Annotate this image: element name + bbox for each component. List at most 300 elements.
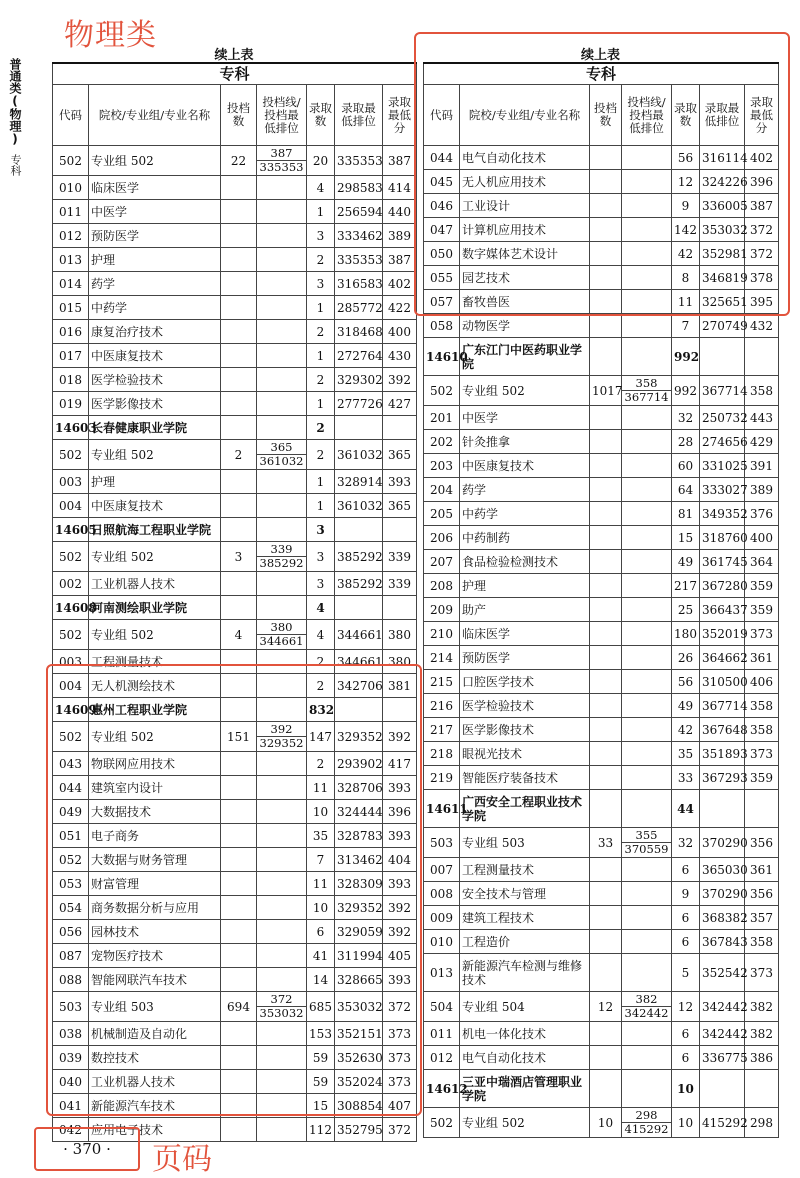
- major-row: [53, 824, 417, 848]
- cell-code: 012: [53, 224, 89, 248]
- cell-rank: 329352: [335, 722, 383, 752]
- cell-plan: [221, 944, 257, 968]
- cell-admit: 832: [307, 698, 335, 722]
- major-row: [53, 1022, 417, 1046]
- major-row: [53, 572, 417, 596]
- cell-code: 047: [424, 218, 460, 242]
- cell-code: 007: [424, 858, 460, 882]
- cell-rank: 285772: [335, 296, 383, 320]
- cell-admit: 5: [672, 954, 700, 992]
- major-row: [53, 872, 417, 896]
- cell-score: 382: [745, 992, 779, 1022]
- cell-plan: [221, 596, 257, 620]
- cell-admit: 15: [672, 526, 700, 550]
- cell-plan: [221, 518, 257, 542]
- cell-name: 康复治疗技术: [89, 320, 221, 344]
- cell-code: 203: [424, 454, 460, 478]
- cell-line-rank: 329352: [257, 736, 306, 750]
- cell-plan: [590, 1046, 622, 1070]
- cell-plan: [221, 200, 257, 224]
- cell-line: [622, 338, 672, 376]
- cell-admit: 56: [672, 670, 700, 694]
- cell-code: 040: [53, 1070, 89, 1094]
- major-row: [424, 930, 779, 954]
- cell-admit: 35: [307, 824, 335, 848]
- cell-code: 038: [53, 1022, 89, 1046]
- cell-plan: [221, 872, 257, 896]
- cell-name: 畜牧兽医: [460, 290, 590, 314]
- cell-rank: 352024: [335, 1070, 383, 1094]
- cell-line: [257, 800, 307, 824]
- cell-line-score: 392: [270, 722, 293, 736]
- cell-name: 大数据与财务管理: [89, 848, 221, 872]
- major-row: [53, 344, 417, 368]
- cell-rank: 329059: [335, 920, 383, 944]
- cell-name: 财富管理: [89, 872, 221, 896]
- cell-plan: [221, 776, 257, 800]
- cell-line: [622, 694, 672, 718]
- cell-plan: [221, 176, 257, 200]
- cell-name: 药学: [460, 478, 590, 502]
- cell-rank: 349352: [700, 502, 745, 526]
- cell-name: 机械制造及自动化: [89, 1022, 221, 1046]
- cell-admit: 1: [307, 200, 335, 224]
- major-row: [424, 266, 779, 290]
- cell-code: 011: [53, 200, 89, 224]
- cell-code: 057: [424, 290, 460, 314]
- cell-name: 物联网应用技术: [89, 752, 221, 776]
- cell-line: [257, 368, 307, 392]
- right-header-name: 院校/专业组/专业名称: [460, 85, 590, 146]
- cell-code: 042: [53, 1118, 89, 1142]
- cell-code: 218: [424, 742, 460, 766]
- cell-rank: 361745: [700, 550, 745, 574]
- cell-admit: 3: [307, 542, 335, 572]
- cell-rank: 328783: [335, 824, 383, 848]
- cell-name: 药学: [89, 272, 221, 296]
- cell-rank: 274656: [700, 430, 745, 454]
- cell-name: 电气自动化技术: [460, 1046, 590, 1070]
- cell-name: 医学检验技术: [89, 368, 221, 392]
- cell-plan: 10: [590, 1108, 622, 1138]
- cell-rank: 329352: [335, 896, 383, 920]
- cell-line: [257, 176, 307, 200]
- cell-code: 215: [424, 670, 460, 694]
- sidebar-category-text: 普通类(物理): [8, 58, 22, 146]
- cell-plan: [590, 170, 622, 194]
- cell-score: 391: [745, 454, 779, 478]
- cell-code: 14603: [53, 416, 89, 440]
- cell-score: 402: [383, 272, 417, 296]
- cell-line: [257, 776, 307, 800]
- cell-line: [257, 1118, 307, 1142]
- cell-name: 广东江门中医药职业学院: [460, 338, 590, 376]
- cell-code: 087: [53, 944, 89, 968]
- cell-name: 中医康复技术: [89, 494, 221, 518]
- school-row: [424, 1070, 779, 1108]
- cell-plan: [590, 218, 622, 242]
- cell-line: [257, 518, 307, 542]
- major-row: [53, 494, 417, 518]
- cell-code: 058: [424, 314, 460, 338]
- cell-score: 405: [383, 944, 417, 968]
- cell-plan: [590, 406, 622, 430]
- cell-name: 助产: [460, 598, 590, 622]
- major-row: [424, 1022, 779, 1046]
- cell-line: [622, 646, 672, 670]
- cell-plan: [590, 790, 622, 828]
- sidebar-level-text: 专科: [9, 154, 22, 176]
- cell-score: 361: [745, 646, 779, 670]
- cell-name: 工业机器人技术: [89, 1070, 221, 1094]
- cell-score: 372: [383, 1118, 417, 1142]
- cell-score: [383, 416, 417, 440]
- cell-code: 003: [53, 650, 89, 674]
- school-row: [424, 790, 779, 828]
- cell-admit: 6: [672, 858, 700, 882]
- cell-line: [622, 526, 672, 550]
- cell-plan: [221, 272, 257, 296]
- cell-plan: [590, 954, 622, 992]
- cell-score: 389: [745, 478, 779, 502]
- right-header-line: 投档线/投档最低排位: [622, 85, 672, 146]
- cell-rank: 333027: [700, 478, 745, 502]
- right-header-admit: 录取数: [672, 85, 700, 146]
- cell-name: 建筑室内设计: [89, 776, 221, 800]
- cell-plan: 4: [221, 620, 257, 650]
- cell-code: 044: [424, 146, 460, 170]
- major-row: [53, 650, 417, 674]
- left-continued-caption: 续上表: [214, 48, 254, 63]
- cell-line: [622, 954, 672, 992]
- cell-name: 计算机应用技术: [460, 218, 590, 242]
- cell-rank: 353032: [700, 218, 745, 242]
- cell-admit: 49: [672, 550, 700, 574]
- cell-score: 396: [383, 800, 417, 824]
- major-row: [53, 800, 417, 824]
- cell-admit: 10: [307, 896, 335, 920]
- cell-name: 商务数据分析与应用: [89, 896, 221, 920]
- cell-code: 009: [424, 906, 460, 930]
- cell-admit: 153: [307, 1022, 335, 1046]
- cell-score: 359: [745, 766, 779, 790]
- cell-code: 217: [424, 718, 460, 742]
- cell-name: 大数据技术: [89, 800, 221, 824]
- cell-admit: 1: [307, 344, 335, 368]
- cell-rank: 342706: [335, 674, 383, 698]
- cell-admit: 41: [307, 944, 335, 968]
- cell-line: [622, 194, 672, 218]
- cell-rank: 344661: [335, 650, 383, 674]
- cell-line: [257, 944, 307, 968]
- cell-rank: [700, 1070, 745, 1108]
- cell-rank: 308854: [335, 1094, 383, 1118]
- major-row: [53, 296, 417, 320]
- cell-score: 392: [383, 920, 417, 944]
- cell-name: 中医康复技术: [460, 454, 590, 478]
- cell-plan: [221, 650, 257, 674]
- cell-score: 373: [383, 1070, 417, 1094]
- cell-rank: 318468: [335, 320, 383, 344]
- cell-line: [257, 872, 307, 896]
- cell-score: 429: [745, 430, 779, 454]
- cell-admit: 10: [672, 1070, 700, 1108]
- cell-admit: 64: [672, 478, 700, 502]
- group-row: [53, 620, 417, 650]
- cell-rank: 310500: [700, 670, 745, 694]
- cell-plan: [221, 1046, 257, 1070]
- cell-name: 专业组 502: [460, 1108, 590, 1138]
- cell-name: 工业机器人技术: [89, 572, 221, 596]
- cell-plan: [590, 742, 622, 766]
- cell-line: [622, 882, 672, 906]
- major-row: [424, 170, 779, 194]
- cell-rank: 270749: [700, 314, 745, 338]
- right-continued-caption: 续上表: [580, 48, 620, 63]
- cell-admit: 6: [307, 920, 335, 944]
- major-row: [53, 920, 417, 944]
- cell-name: 动物医学: [460, 314, 590, 338]
- cell-name: 园林技术: [89, 920, 221, 944]
- annotation-page-label: 页码: [152, 1142, 212, 1177]
- major-row: [424, 882, 779, 906]
- cell-line: [257, 416, 307, 440]
- cell-code: 14609: [53, 698, 89, 722]
- cell-code: 502: [424, 1108, 460, 1138]
- cell-rank: 333462: [335, 224, 383, 248]
- cell-rank: 316114: [700, 146, 745, 170]
- cell-code: 219: [424, 766, 460, 790]
- cell-rank: 367280: [700, 574, 745, 598]
- cell-admit: 992: [672, 376, 700, 406]
- cell-score: 339: [383, 572, 417, 596]
- cell-name: 工程测量技术: [89, 650, 221, 674]
- cell-score: 393: [383, 470, 417, 494]
- cell-line-rank: 344661: [257, 634, 306, 648]
- cell-name: 中医康复技术: [89, 344, 221, 368]
- cell-plan: [221, 848, 257, 872]
- cell-name: 安全技术与管理: [460, 882, 590, 906]
- cell-line: [622, 242, 672, 266]
- group-row: [424, 828, 779, 858]
- cell-rank: 250732: [700, 406, 745, 430]
- cell-rank: 331025: [700, 454, 745, 478]
- cell-admit: 10: [307, 800, 335, 824]
- cell-line-score: 339: [270, 542, 293, 556]
- cell-code: 502: [424, 376, 460, 406]
- cell-line: [257, 752, 307, 776]
- cell-name: 建筑工程技术: [460, 906, 590, 930]
- cell-name: 工程造价: [460, 930, 590, 954]
- cell-line: [257, 392, 307, 416]
- cell-rank: 336005: [700, 194, 745, 218]
- cell-score: 380: [383, 650, 417, 674]
- cell-admit: 2: [307, 674, 335, 698]
- major-row: [53, 776, 417, 800]
- cell-rank: 311994: [335, 944, 383, 968]
- cell-name: 医学影像技术: [89, 392, 221, 416]
- cell-score: 389: [383, 224, 417, 248]
- cell-code: 14611: [424, 790, 460, 828]
- cell-rank: 313462: [335, 848, 383, 872]
- right-admission-table: [423, 62, 779, 1138]
- left-header-code: 代码: [53, 85, 89, 146]
- cell-line: [257, 1022, 307, 1046]
- cell-rank: 298583: [335, 176, 383, 200]
- cell-rank: 370290: [700, 828, 745, 858]
- cell-name: 专业组 502: [89, 146, 221, 176]
- cell-rank: [335, 596, 383, 620]
- cell-line: [257, 572, 307, 596]
- cell-line-score: 355: [635, 828, 658, 842]
- cell-line-score: 372: [270, 992, 293, 1006]
- cell-rank: 342442: [700, 992, 745, 1022]
- cell-score: 440: [383, 200, 417, 224]
- cell-code: 205: [424, 502, 460, 526]
- cell-plan: [221, 344, 257, 368]
- cell-code: 14608: [53, 596, 89, 620]
- cell-plan: 694: [221, 992, 257, 1022]
- cell-name: 机电一体化技术: [460, 1022, 590, 1046]
- cell-line-rank: 367714: [622, 390, 671, 404]
- cell-score: 417: [383, 752, 417, 776]
- cell-line-score: 387: [270, 146, 293, 160]
- cell-score: 372: [745, 218, 779, 242]
- cell-admit: 15: [307, 1094, 335, 1118]
- cell-rank: 325651: [700, 290, 745, 314]
- cell-plan: 22: [221, 146, 257, 176]
- cell-code: 504: [424, 992, 460, 1022]
- cell-plan: [221, 1022, 257, 1046]
- cell-score: 392: [383, 896, 417, 920]
- major-row: [53, 1094, 417, 1118]
- cell-admit: 2: [307, 320, 335, 344]
- cell-plan: [221, 920, 257, 944]
- cell-line: [257, 224, 307, 248]
- group-row: [424, 376, 779, 406]
- cell-line: [622, 828, 672, 858]
- major-row: [53, 752, 417, 776]
- cell-score: 358: [745, 718, 779, 742]
- cell-rank: 352151: [335, 1022, 383, 1046]
- cell-name: 新能源汽车技术: [89, 1094, 221, 1118]
- cell-score: 339: [383, 542, 417, 572]
- cell-line: [257, 992, 307, 1022]
- cell-line: [622, 1046, 672, 1070]
- cell-rank: 361032: [335, 440, 383, 470]
- cell-rank: 344661: [335, 620, 383, 650]
- cell-line: [257, 470, 307, 494]
- cell-rank: 351893: [700, 742, 745, 766]
- cell-name: 预防医学: [89, 224, 221, 248]
- cell-name: 预防医学: [460, 646, 590, 670]
- cell-plan: 33: [590, 828, 622, 858]
- major-row: [53, 968, 417, 992]
- cell-rank: 336775: [700, 1046, 745, 1070]
- cell-admit: 2: [307, 440, 335, 470]
- cell-name: 医学检验技术: [460, 694, 590, 718]
- cell-admit: 9: [672, 882, 700, 906]
- cell-rank: [335, 416, 383, 440]
- cell-score: [745, 338, 779, 376]
- major-row: [53, 224, 417, 248]
- cell-line: [622, 1070, 672, 1108]
- cell-line: [257, 824, 307, 848]
- cell-plan: [221, 392, 257, 416]
- major-row: [424, 502, 779, 526]
- cell-score: 298: [745, 1108, 779, 1138]
- cell-admit: 2: [307, 416, 335, 440]
- left-header-score: 录取最低分: [383, 85, 417, 146]
- cell-plan: [221, 1070, 257, 1094]
- cell-code: 201: [424, 406, 460, 430]
- cell-rank: 353032: [335, 992, 383, 1022]
- major-row: [424, 454, 779, 478]
- cell-score: 358: [745, 930, 779, 954]
- major-row: [424, 406, 779, 430]
- cell-line-rank: 370559: [622, 842, 671, 856]
- cell-plan: [590, 526, 622, 550]
- cell-line: [622, 290, 672, 314]
- cell-name: 智能医疗装备技术: [460, 766, 590, 790]
- cell-plan: [590, 598, 622, 622]
- cell-line: [257, 296, 307, 320]
- cell-plan: 1017: [590, 376, 622, 406]
- cell-rank: 342442: [700, 1022, 745, 1046]
- cell-plan: [590, 646, 622, 670]
- cell-line: [622, 1022, 672, 1046]
- cell-admit: 3: [307, 572, 335, 596]
- cell-line: [622, 574, 672, 598]
- major-row: [424, 1046, 779, 1070]
- cell-name: 中医学: [460, 406, 590, 430]
- cell-rank: 367843: [700, 930, 745, 954]
- cell-admit: 11: [672, 290, 700, 314]
- group-row: [53, 440, 417, 470]
- major-row: [53, 674, 417, 698]
- cell-rank: 365030: [700, 858, 745, 882]
- cell-line: [622, 406, 672, 430]
- cell-admit: 44: [672, 790, 700, 828]
- cell-score: 378: [745, 266, 779, 290]
- cell-name: 电气自动化技术: [460, 146, 590, 170]
- cell-name: 专业组 502: [89, 722, 221, 752]
- cell-name: 眼视光技术: [460, 742, 590, 766]
- cell-name: 新能源汽车检测与维修技术: [460, 954, 590, 992]
- cell-code: 003: [53, 470, 89, 494]
- cell-score: 359: [745, 574, 779, 598]
- annotation-physics-label: 物理类: [64, 18, 157, 53]
- cell-admit: 9: [672, 194, 700, 218]
- cell-admit: 3: [307, 518, 335, 542]
- cell-plan: [590, 622, 622, 646]
- cell-code: 046: [424, 194, 460, 218]
- cell-score: 430: [383, 344, 417, 368]
- left-header-admit: 录取数: [307, 85, 335, 146]
- cell-rank: 364662: [700, 646, 745, 670]
- cell-plan: 12: [590, 992, 622, 1022]
- cell-rank: 385292: [335, 572, 383, 596]
- cell-code: 011: [424, 1022, 460, 1046]
- cell-line-rank: 353032: [257, 1006, 306, 1020]
- cell-score: 393: [383, 824, 417, 848]
- major-row: [53, 1046, 417, 1070]
- cell-line-score: 298: [635, 1108, 658, 1122]
- cell-score: 392: [383, 368, 417, 392]
- major-row: [424, 694, 779, 718]
- cell-plan: [221, 824, 257, 848]
- cell-admit: 142: [672, 218, 700, 242]
